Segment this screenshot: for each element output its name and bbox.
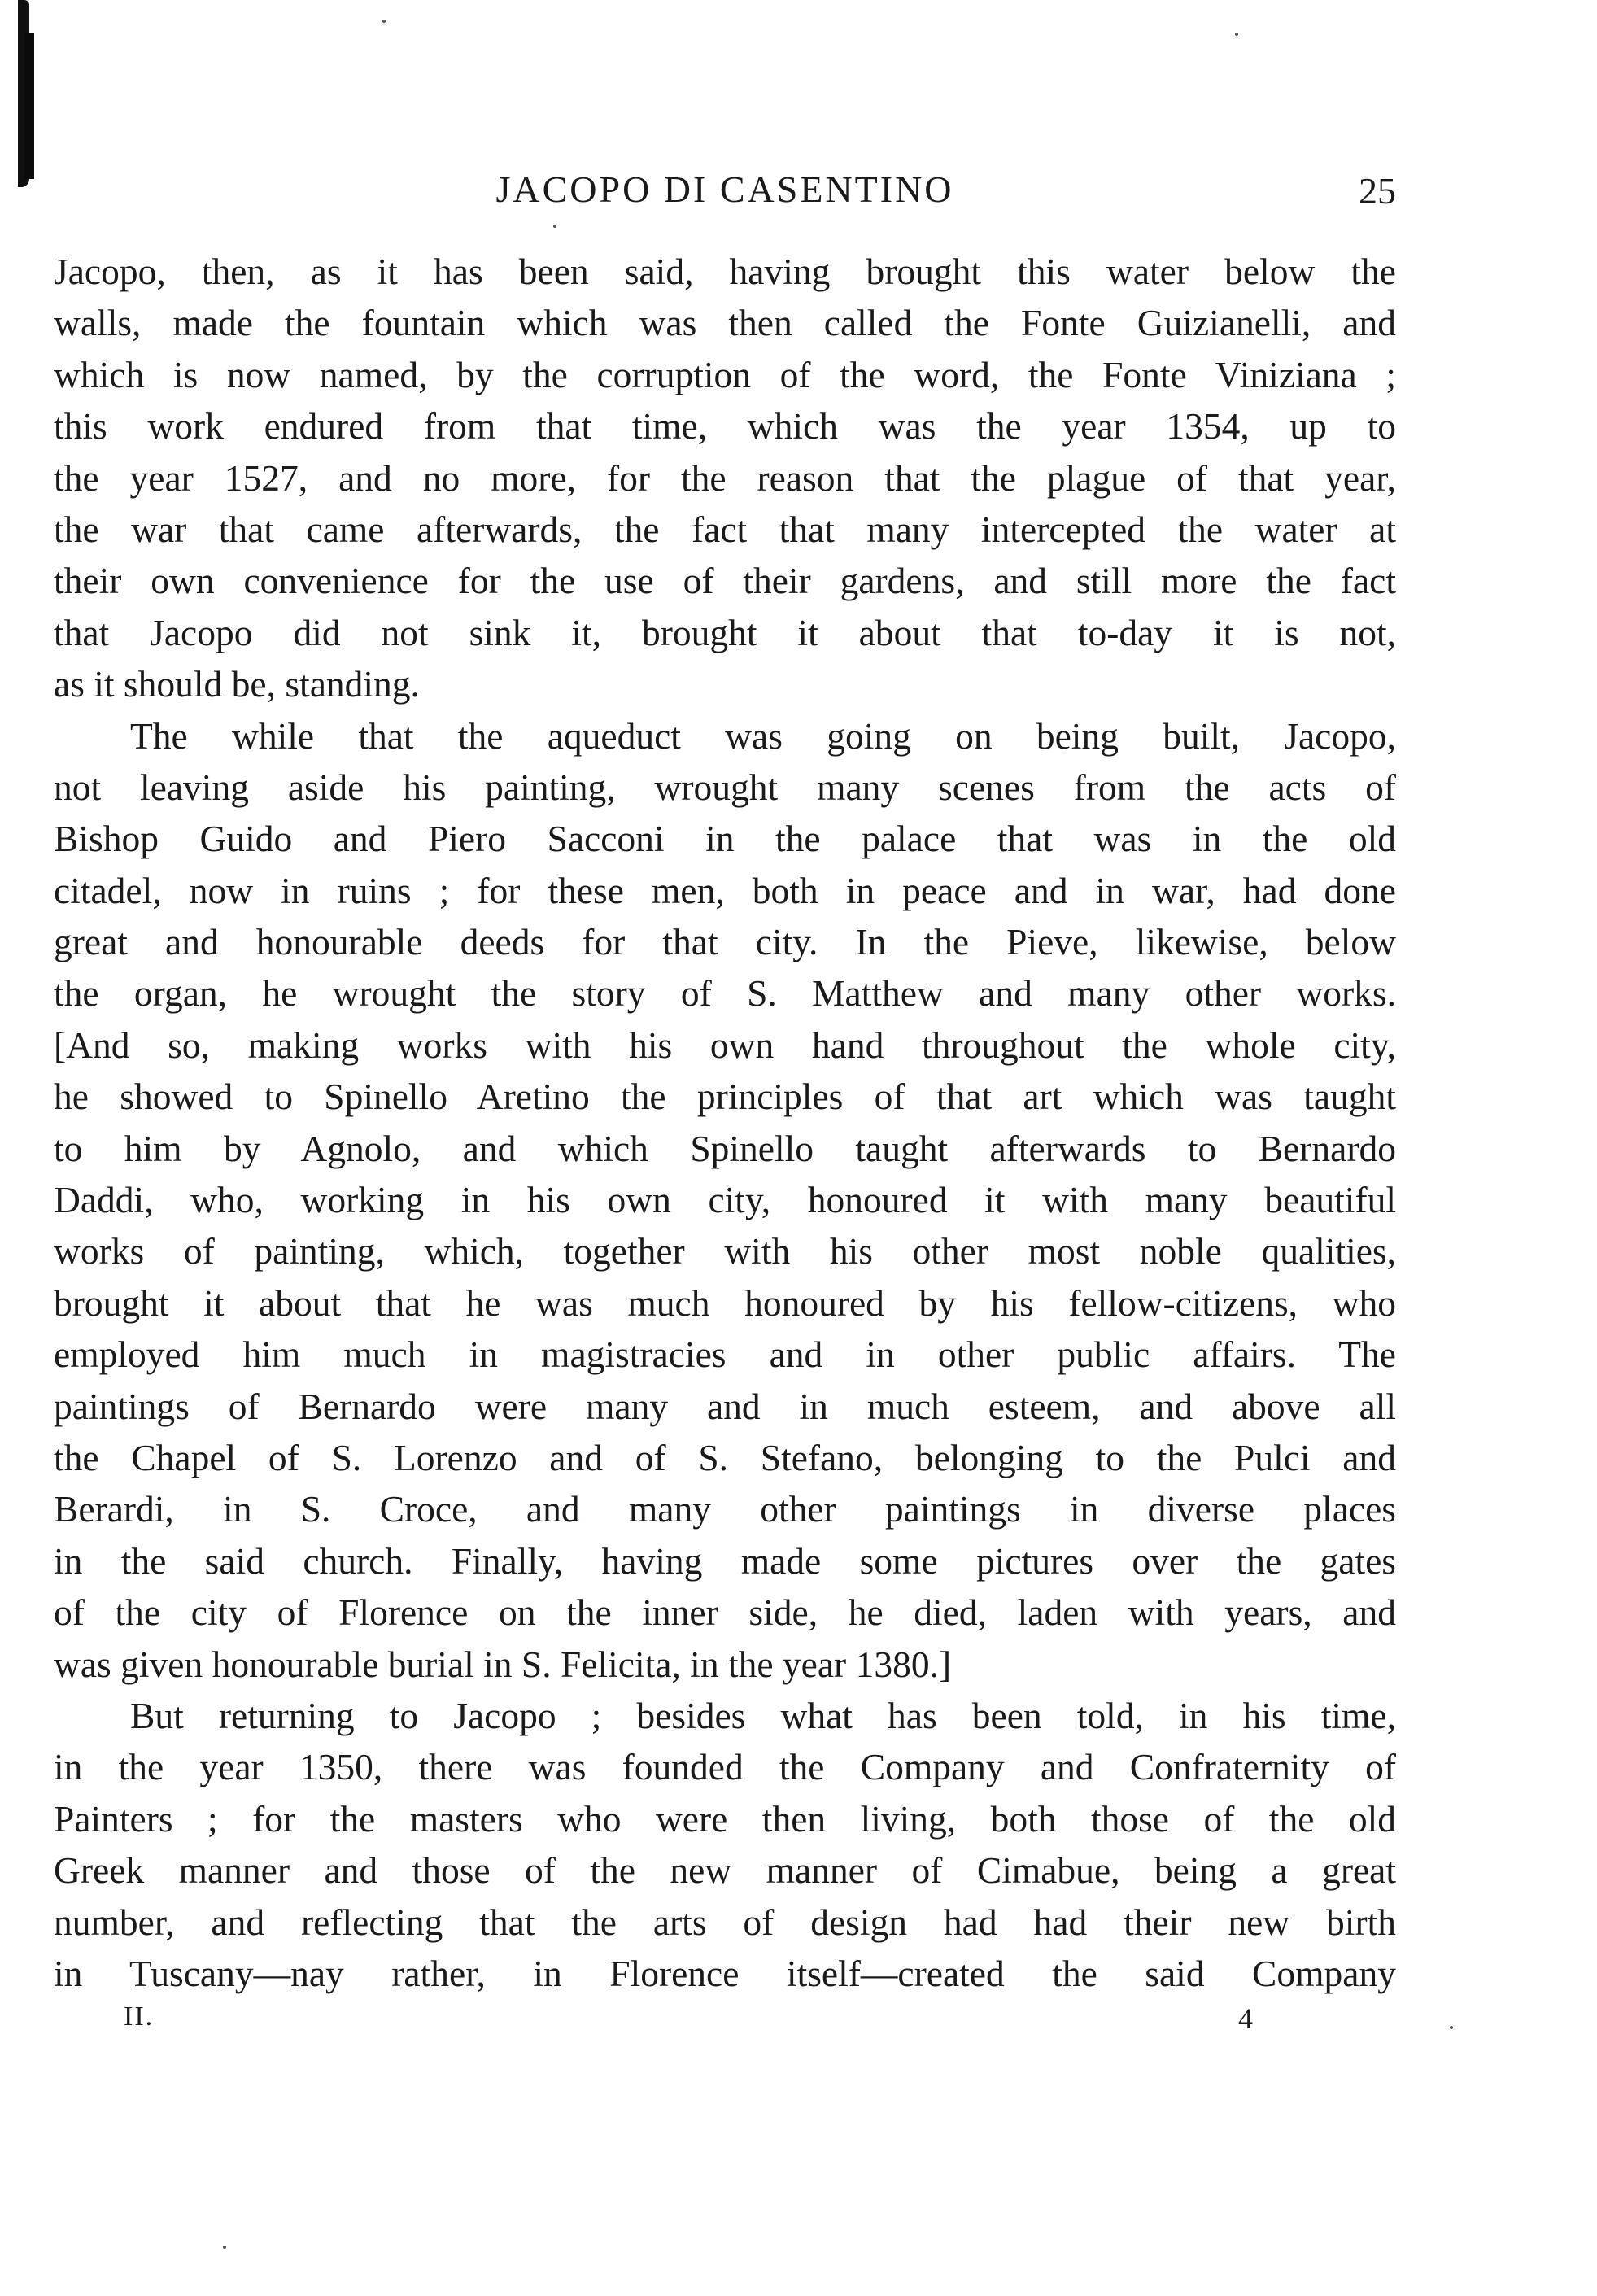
text-line: walls, made the fountain which was then called the Fonte Guizianelli, and: [54, 302, 1396, 344]
paragraph: [54, 1690, 1396, 1999]
text-line: the Chapel of S. Lorenzo and of S. Stefano, belonging to the Pulci and: [54, 1436, 1396, 1478]
text-line: of the city of Florence on the inner side, he died, laden with years, and: [54, 1591, 1396, 1634]
text-line: paintings of Bernardo were many and in much esteem, and above all: [54, 1385, 1396, 1427]
text-line: Greek manner and those of the new manner of Cimabue, being a great: [54, 1849, 1396, 1892]
paper-speck: [382, 20, 386, 23]
text-line: which is now named, by the corruption of the word, the Fonte Viniziana ;: [54, 353, 1396, 395]
text-line: the year 1527, and no more, for the reason that the plague of that year,: [54, 456, 1396, 499]
text-line: number, and reflecting that the arts of design had had their new birth: [54, 1901, 1396, 1943]
paper-speck: [223, 2246, 226, 2249]
text-line: to him by Agnolo, and which Spinello taught afterwards to Bernardo: [54, 1127, 1396, 1169]
running-title: JACOPO DI CASENTINO: [495, 168, 954, 210]
text-line: Berardi, in S. Croce, and many other paintings in diverse places: [54, 1488, 1396, 1530]
text-line: works of painting, which, together with his other most noble qualities,: [54, 1230, 1396, 1272]
signature-folio: 4: [1238, 2002, 1253, 2035]
body-text: [54, 246, 1396, 1999]
text-line: in the said church. Finally, having made some pictures over the gates: [54, 1539, 1396, 1582]
text-line: as it should be, standing.: [54, 663, 420, 705]
binding-shadow-inner: [24, 33, 34, 179]
page-footer: [54, 2001, 1396, 2050]
text-line: employed him much in magistracies and in other public affairs. The: [54, 1334, 1396, 1376]
signature-mark: II.: [124, 2001, 155, 2032]
text-line: Bishop Guido and Piero Sacconi in the palace that was in the old: [54, 818, 1396, 860]
text-line: their own convenience for the use of their gardens, and still more the fact: [54, 560, 1396, 602]
text-line: great and honourable deeds for that city. In the Pieve, likewise, below: [54, 921, 1396, 963]
text-line: in Tuscany—nay rather, in Florence itself—created the said Company: [54, 1952, 1396, 1994]
text-line: [And so, making works with his own hand throughout the whole city,: [54, 1024, 1396, 1066]
text-line: was given honourable burial in S. Felicita, in the year 1380.]: [54, 1643, 952, 1685]
text-line: Painters ; for the masters who were then living, both those of the old: [54, 1797, 1396, 1840]
text-line: The while that the aqueduct was going on being built, Jacopo,: [130, 714, 1396, 757]
text-line: the war that came afterwards, the fact that many intercepted the water at: [54, 508, 1396, 550]
text-line: citadel, now in ruins ; for these men, both in peace and in war, had done: [54, 869, 1396, 911]
text-line: Daddi, who, working in his own city, honoured it with many beautiful: [54, 1179, 1396, 1221]
text-line: this work endured from that time, which was the year 1354, up to: [54, 405, 1396, 447]
paragraph: [54, 246, 1396, 710]
text-line: the organ, he wrought the story of S. Matthew and many other works.: [54, 972, 1396, 1015]
text-line: But returning to Jacopo ; besides what has been told, in his time,: [130, 1694, 1396, 1736]
paragraph: [54, 710, 1396, 1690]
text-line: not leaving aside his painting, wrought many scenes from the acts of: [54, 766, 1396, 808]
page-number: 25: [1359, 170, 1396, 212]
paper-speck: [553, 225, 556, 228]
text-line: brought it about that he was much honoured by his fellow-citizens, who: [54, 1281, 1396, 1324]
text-line: that Jacopo did not sink it, brought it about that to-day it is not,: [54, 611, 1396, 653]
paper-speck: [1235, 33, 1238, 36]
text-line: Jacopo, then, as it has been said, having brought this water below the: [54, 251, 1396, 292]
text-line: in the year 1350, there was founded the Company and Confraternity of: [54, 1746, 1396, 1788]
paper-speck: [1450, 2026, 1453, 2029]
running-head: [54, 163, 1396, 220]
text-line: he showed to Spinello Aretino the principles of that art which was taught: [54, 1076, 1396, 1118]
